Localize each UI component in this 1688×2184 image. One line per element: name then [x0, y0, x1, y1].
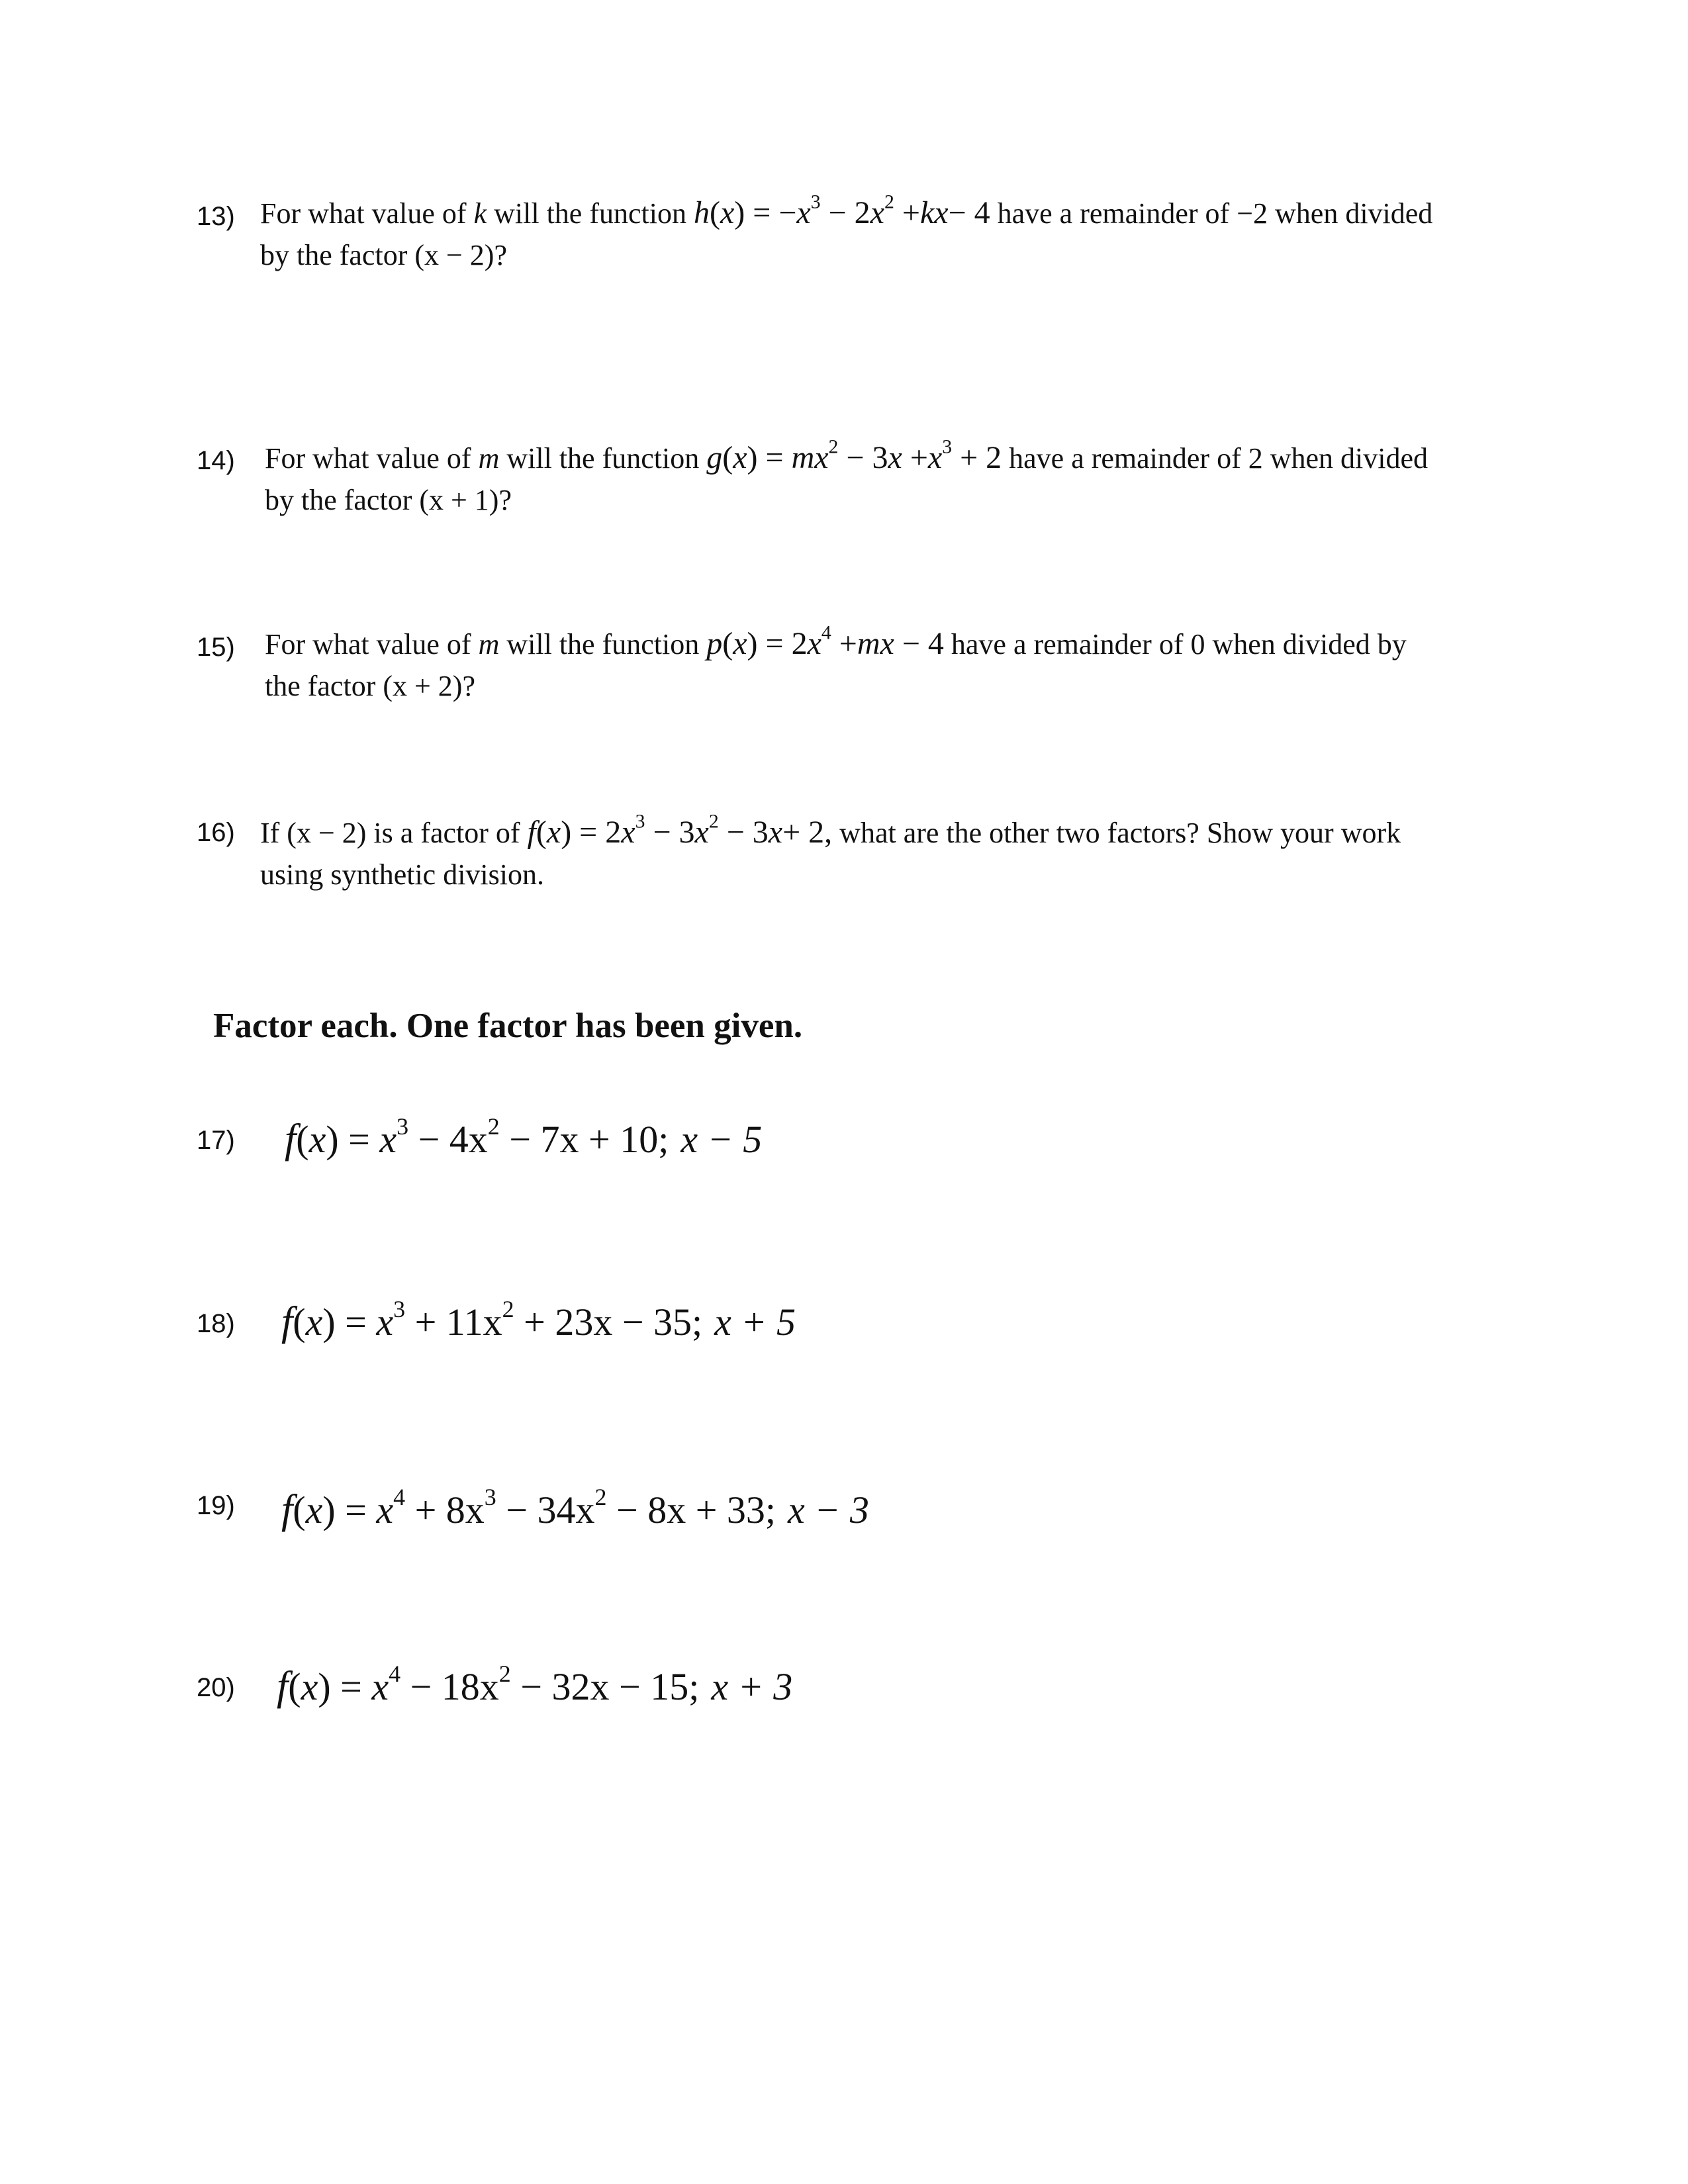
problem-17-expression: $f(x) = x^3 - 4x^2 - 7x + 10$; x − 5 [285, 1113, 763, 1161]
problem-14-line2: by the factor (x + 1)? [265, 484, 512, 516]
problem-14-line1: For what value of m will the function $g(x) = mx^2 - 3x +x^3 + 2$ have a remainder of 2 when divided [265, 435, 1429, 475]
problem-15-number: 15) [197, 633, 235, 662]
section-heading: Factor each. One factor has been given. [213, 1007, 803, 1045]
problem-15-line2: the factor (x + 2)? [265, 670, 475, 702]
problem-19-expression: $f(x) = x^4 + 8x^3 - 34x^2 - 8x + 33$; x − 3 [281, 1484, 869, 1532]
problem-18-number: 18) [197, 1309, 235, 1338]
problem-16-number: 16) [197, 818, 235, 847]
problem-13-line1: For what value of k will the function $h(x) = -x^3 - 2x^2 +kx- 4$ have a remainder of −2 when divided [260, 191, 1433, 230]
problem-16-line1: If (x − 2) is a factor of $f(x) = 2x^3 - 3x^2 - 3x+ 2$, what are the other two factors? Show your work [260, 810, 1401, 850]
problem-13-line2: by the factor (x − 2)? [260, 239, 507, 271]
problem-20-expression: $f(x) = x^4 - 18x^2 - 32x - 15$; x + 3 [277, 1661, 793, 1709]
problem-18-expression: $f(x) = x^3 + 11x^2 + 23x - 35$; x + 5 [281, 1296, 796, 1344]
problem-20-number: 20) [197, 1673, 235, 1702]
problem-14-number: 14) [197, 446, 235, 475]
problem-16-line2: using synthetic division. [260, 858, 544, 891]
problem-13-number: 13) [197, 202, 235, 231]
problem-15-line1: For what value of m will the function $p(x) = 2x^4 +mx - 4$ have a remainder of 0 when divided by [265, 621, 1407, 661]
problem-19-number: 19) [197, 1491, 235, 1520]
problem-17-number: 17) [197, 1126, 235, 1155]
